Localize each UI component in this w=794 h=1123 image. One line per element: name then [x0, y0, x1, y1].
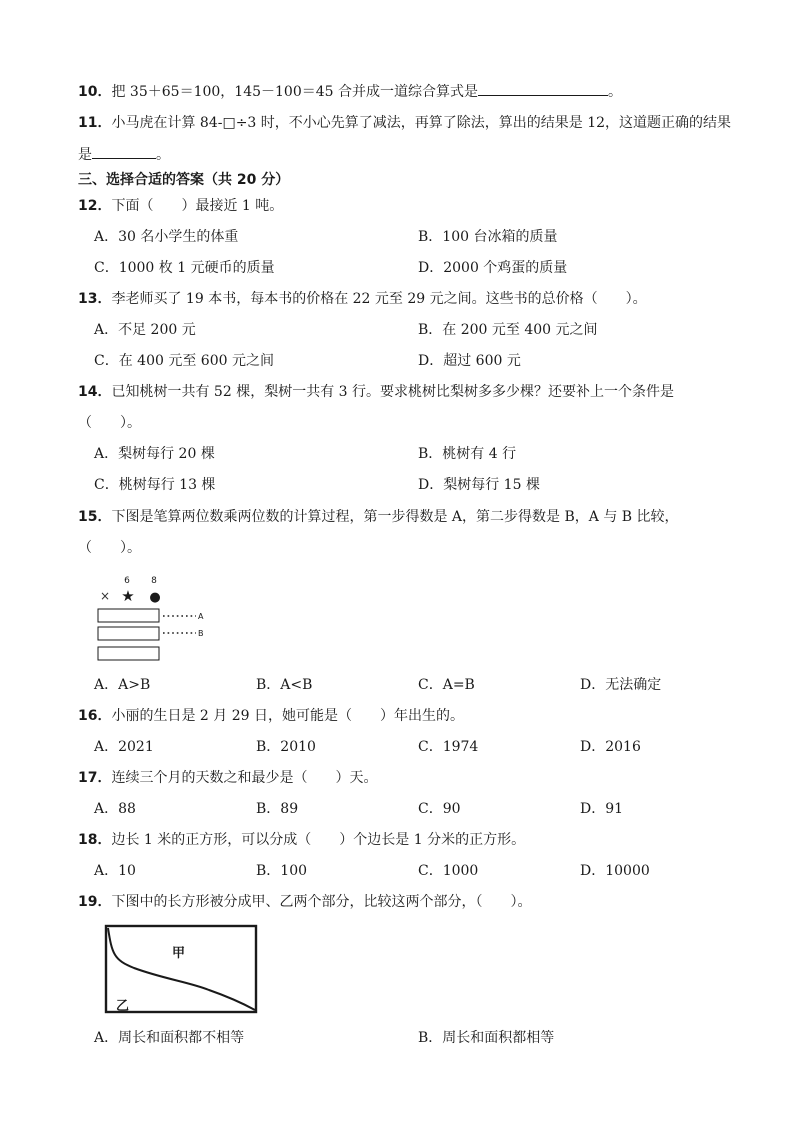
question-number: 16． [78, 708, 112, 724]
question-17 [78, 768, 377, 788]
section-heading: 三、选择合适的答案（共 20 分） [78, 172, 290, 188]
question-text: 边长 1 米的正方形，可以分成（ ）个边长是 1 分米的正方形。 [111, 832, 526, 848]
result-box [98, 647, 159, 660]
option-c[interactable]: C．A=B [418, 677, 475, 693]
question-text: 小丽的生日是 2 月 29 日，她可能是（ ）年出生的。 [111, 708, 465, 724]
label-jia: 甲 [172, 946, 186, 961]
option-c[interactable]: C．在 400 元至 600 元之间 [94, 353, 274, 369]
question-18 [78, 830, 525, 850]
question-number: 11． [78, 115, 112, 131]
top-digit-6: 6 [124, 576, 130, 586]
star-icon: ★ [121, 587, 135, 605]
question-number: 12． [78, 198, 112, 214]
option-d[interactable]: D．超过 600 元 [418, 353, 521, 369]
option-a[interactable]: A．不足 200 元 [94, 322, 196, 338]
question-text: 下图是笔算两位数乘两位数的计算过程，第一步得数是 A，第二步得数是 B，A 与 B 比较， [111, 509, 679, 525]
label-yi: 乙 [116, 999, 130, 1014]
option-b[interactable]: B．100 [256, 863, 308, 879]
question-16 [78, 706, 464, 726]
question-number: 19． [78, 894, 112, 910]
option-a[interactable]: A．30 名小学生的体重 [94, 229, 239, 245]
option-d[interactable]: D．10000 [580, 863, 650, 879]
dot-icon: ● [149, 590, 161, 605]
option-c[interactable]: C．1000 枚 1 元硬币的质量 [94, 260, 275, 276]
option-a[interactable]: A．88 [94, 801, 136, 817]
option-d[interactable]: D．2016 [580, 739, 641, 755]
option-b[interactable]: B．89 [256, 801, 299, 817]
question-number: 13． [78, 291, 112, 307]
option-b[interactable]: B．在 200 元至 400 元之间 [418, 322, 598, 338]
question-text: 已知桃树一共有 52 棵，梨树一共有 3 行。要求桃树比梨树多多少棵？还要补上一个条件是 [111, 384, 675, 400]
question-15 [78, 507, 679, 527]
option-c[interactable]: C．90 [418, 801, 461, 817]
option-a[interactable]: A．2021 [94, 739, 154, 755]
label-b: B [198, 629, 204, 638]
question-number: 14． [78, 384, 112, 400]
question-10 [78, 81, 622, 102]
question-14-line2: （ ）。 [78, 415, 141, 431]
question-text: 小马虎在计算 84-□÷3 时，不小心先算了减法，再算了除法，算出的结果是 12，这道题正确的结果 [111, 115, 732, 131]
option-a[interactable]: A．10 [94, 863, 136, 879]
question-number: 15． [78, 509, 112, 525]
option-d[interactable]: D．梨树每行 15 棵 [418, 477, 540, 493]
option-d[interactable]: D．2000 个鸡蛋的质量 [418, 260, 568, 276]
multiplication-figure [90, 570, 230, 665]
question-15-line2: （ ）。 [78, 540, 141, 556]
question-13 [78, 289, 647, 309]
question-text: 李老师买了 19 本书，每本书的价格在 22 元至 29 元之间。这些书的总价格（ ）。 [111, 291, 647, 307]
option-c[interactable]: C．1974 [418, 739, 479, 755]
label-a: A [198, 612, 204, 621]
question-text: 下图中的长方形被分成甲、乙两个部分，比较这两个部分，（ ）。 [111, 894, 532, 910]
question-text-end: 。 [608, 84, 622, 100]
option-a[interactable]: A．周长和面积都不相等 [94, 1030, 245, 1046]
times-sign: × [99, 589, 111, 603]
option-a[interactable]: A．A>B [94, 677, 151, 693]
option-b[interactable]: B．周长和面积都相等 [418, 1030, 555, 1046]
question-number: 17． [78, 770, 112, 786]
question-number: 18． [78, 832, 112, 848]
step-box-b [98, 627, 159, 640]
option-b[interactable]: B．A<B [256, 677, 313, 693]
option-b[interactable]: B．桃树有 4 行 [418, 446, 517, 462]
option-c[interactable]: C．桃树每行 13 棵 [94, 477, 216, 493]
question-19 [78, 892, 531, 912]
question-12 [78, 196, 283, 216]
rectangle-split-figure [104, 924, 260, 1016]
answer-blank[interactable] [478, 81, 608, 96]
question-text: 把 35＋65＝100，145－100＝45 合并成一道综合算式是 [111, 84, 478, 100]
question-text: 是 [78, 147, 92, 163]
question-14 [78, 382, 674, 402]
question-text: 连续三个月的天数之和最少是（ ）天。 [111, 770, 378, 786]
question-text-end: 。 [156, 147, 170, 163]
option-d[interactable]: D．91 [580, 801, 624, 817]
answer-blank[interactable] [92, 144, 156, 159]
step-box-a [98, 609, 159, 622]
option-a[interactable]: A．梨树每行 20 棵 [94, 446, 215, 462]
dividing-curve [108, 928, 255, 1010]
question-text: 下面（ ）最接近 1 吨。 [111, 198, 284, 214]
question-11 [78, 113, 731, 133]
option-c[interactable]: C．1000 [418, 863, 479, 879]
option-d[interactable]: D．无法确定 [580, 677, 662, 693]
question-11-line2 [78, 144, 170, 165]
top-digit-8: 8 [151, 576, 157, 586]
option-b[interactable]: B．100 台冰箱的质量 [418, 229, 558, 245]
question-number: 10． [78, 84, 112, 100]
option-b[interactable]: B．2010 [256, 739, 316, 755]
